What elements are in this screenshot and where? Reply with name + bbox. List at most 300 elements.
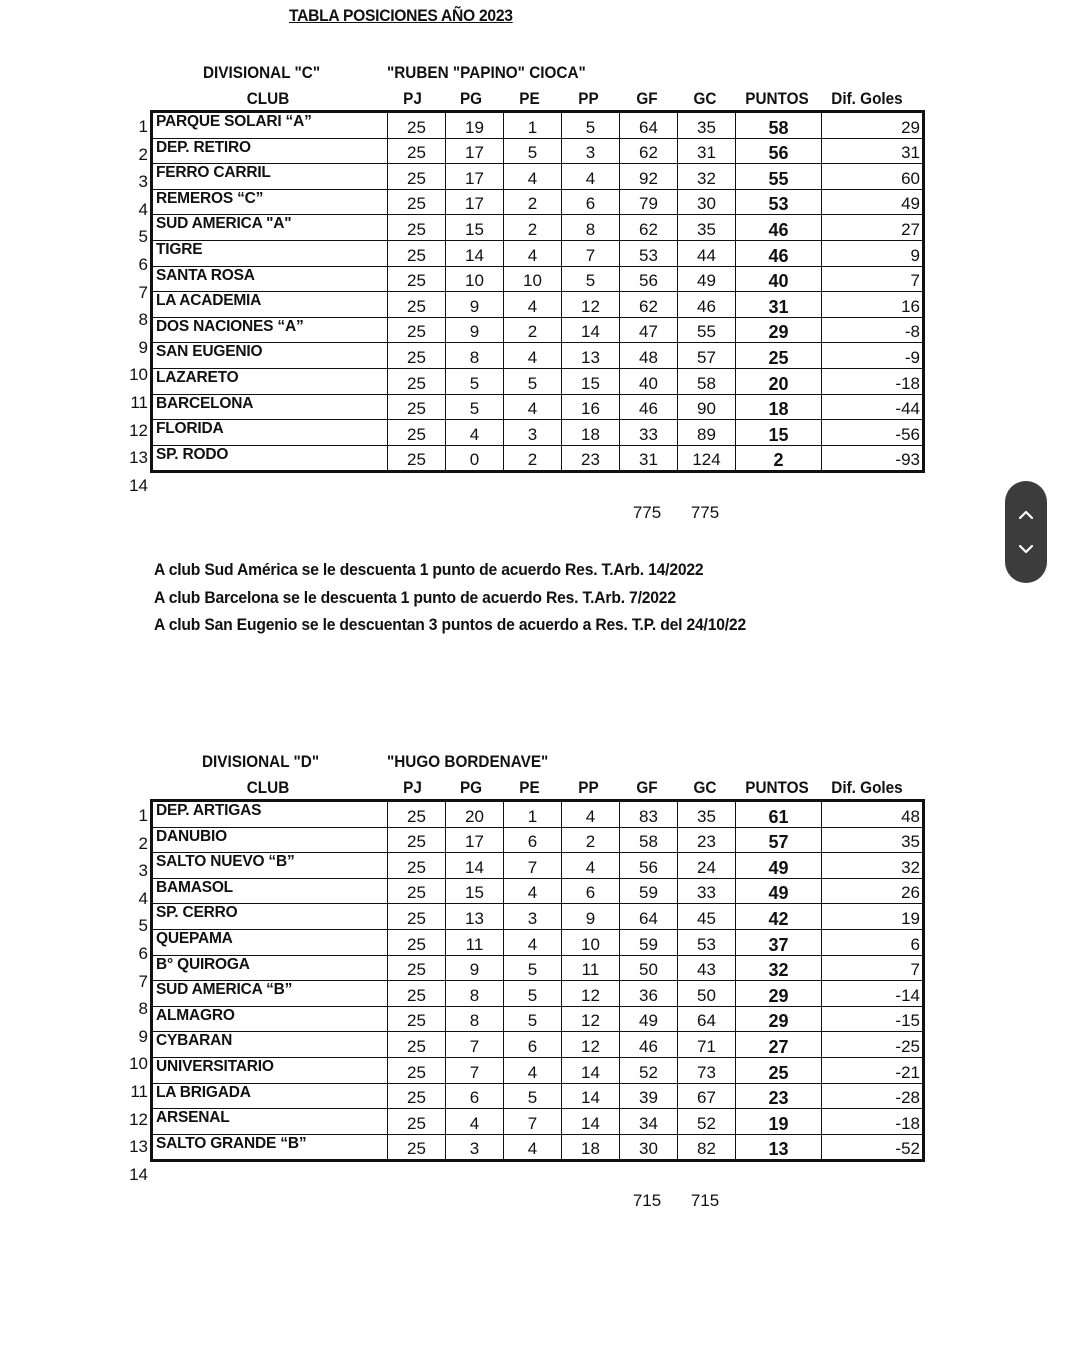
pg-cell: 3: [446, 1134, 504, 1161]
pj-cell: 25: [388, 420, 446, 446]
divisional-c-name: "RUBEN "PAPINO" CIOCA": [387, 63, 586, 82]
divisional-c-standings-table: [150, 110, 925, 473]
gc-cell: 52: [678, 1109, 736, 1135]
position-number: 5: [138, 916, 148, 936]
pg-cell: 5: [446, 394, 504, 420]
position-number: 10: [129, 365, 148, 385]
gc-cell: 71: [678, 1032, 736, 1058]
table-row: [152, 1006, 924, 1032]
note-line: A club Barcelona se le descuenta 1 punto de acuerdo Res. T.Arb. 7/2022: [154, 588, 676, 607]
gf-cell: 31: [620, 445, 678, 472]
pe-cell: 4: [504, 394, 562, 420]
points-cell: 46: [736, 215, 822, 241]
table-row: [152, 801, 924, 828]
points-cell: 61: [736, 801, 822, 828]
header-pg: PG: [459, 778, 483, 797]
goal-diff-cell: 49: [822, 189, 924, 215]
club-name: TIGRE: [152, 240, 388, 266]
gf-cell: 40: [620, 368, 678, 394]
gf-cell: 46: [620, 394, 678, 420]
pj-cell: 25: [388, 317, 446, 343]
gf-cell: 64: [620, 904, 678, 930]
position-number: 5: [138, 227, 148, 247]
gf-cell: 33: [620, 420, 678, 446]
pg-cell: 9: [446, 317, 504, 343]
gc-cell: 31: [678, 138, 736, 164]
goal-diff-cell: -8: [822, 317, 924, 343]
points-cell: 27: [736, 1032, 822, 1058]
pe-cell: 4: [504, 878, 562, 904]
pj-cell: 25: [388, 1083, 446, 1109]
position-number: 2: [138, 833, 148, 853]
table-row: [152, 368, 924, 394]
pg-cell: 8: [446, 343, 504, 369]
points-cell: 37: [736, 929, 822, 955]
position-number: 12: [129, 1109, 148, 1129]
pj-cell: 25: [388, 112, 446, 139]
goal-diff-cell: 7: [822, 955, 924, 981]
pp-cell: 9: [562, 904, 620, 930]
gc-cell: 50: [678, 981, 736, 1007]
table-row: [152, 955, 924, 981]
club-name: SANTA ROSA: [152, 266, 388, 292]
pg-cell: 4: [446, 420, 504, 446]
gc-cell: 35: [678, 215, 736, 241]
points-cell: 31: [736, 292, 822, 318]
pp-cell: 6: [562, 878, 620, 904]
pj-cell: 25: [388, 904, 446, 930]
goal-diff-cell: 35: [822, 827, 924, 853]
pp-cell: 18: [562, 420, 620, 446]
goal-diff-cell: -56: [822, 420, 924, 446]
pg-cell: 19: [446, 112, 504, 139]
gc-cell: 90: [678, 394, 736, 420]
pj-cell: 25: [388, 164, 446, 190]
header-puntos: PUNTOS: [745, 89, 809, 108]
position-number: 11: [130, 1081, 148, 1101]
position-number: 4: [138, 199, 148, 219]
position-number: 10: [129, 1054, 148, 1074]
gc-cell: 43: [678, 955, 736, 981]
pp-cell: 14: [562, 1109, 620, 1135]
gf-cell: 47: [620, 317, 678, 343]
pp-cell: 5: [562, 112, 620, 139]
pe-cell: 5: [504, 138, 562, 164]
document-title: TABLA POSICIONES AÑO 2023: [289, 6, 513, 25]
gf-cell: 46: [620, 1032, 678, 1058]
club-name: DEP. RETIRO: [152, 138, 388, 164]
points-cell: 13: [736, 1134, 822, 1161]
gf-cell: 36: [620, 981, 678, 1007]
position-number: 9: [138, 337, 148, 357]
gc-cell: 58: [678, 368, 736, 394]
club-name: LAZARETO: [152, 368, 388, 394]
page-scroll-control: [1005, 481, 1047, 583]
pp-cell: 12: [562, 292, 620, 318]
pj-cell: 25: [388, 1032, 446, 1058]
gc-cell: 53: [678, 929, 736, 955]
gc-cell: 33: [678, 878, 736, 904]
table-row: [152, 215, 924, 241]
club-name: LA BRIGADA: [152, 1083, 388, 1109]
pp-cell: 15: [562, 368, 620, 394]
pj-cell: 25: [388, 1134, 446, 1161]
table-row: [152, 878, 924, 904]
club-name: FERRO CARRIL: [152, 164, 388, 190]
divisional-d-name: "HUGO BORDENAVE": [387, 752, 549, 771]
goal-diff-cell: 48: [822, 801, 924, 828]
pj-cell: 25: [388, 368, 446, 394]
points-cell: 23: [736, 1083, 822, 1109]
gc-cell: 45: [678, 904, 736, 930]
pe-cell: 5: [504, 955, 562, 981]
pe-cell: 3: [504, 904, 562, 930]
header-gf: GF: [636, 89, 658, 108]
gf-cell: 59: [620, 929, 678, 955]
total-gc: 715: [690, 1191, 720, 1210]
pe-cell: 4: [504, 929, 562, 955]
points-cell: 46: [736, 240, 822, 266]
pj-cell: 25: [388, 1006, 446, 1032]
pe-cell: 3: [504, 420, 562, 446]
pp-cell: 14: [562, 1083, 620, 1109]
goal-diff-cell: 7: [822, 266, 924, 292]
pj-cell: 25: [388, 189, 446, 215]
chevron-up-icon: [1018, 510, 1034, 520]
header-pp: PP: [578, 778, 599, 797]
header-gc: GC: [693, 778, 717, 797]
goal-diff-cell: 26: [822, 878, 924, 904]
position-number: 1: [138, 806, 148, 825]
gf-cell: 92: [620, 164, 678, 190]
club-name: CYBARAN: [152, 1032, 388, 1058]
pp-cell: 23: [562, 445, 620, 472]
gc-cell: 44: [678, 240, 736, 266]
pe-cell: 4: [504, 343, 562, 369]
points-cell: 49: [736, 853, 822, 879]
position-number: 1: [138, 117, 148, 136]
header-club: CLUB: [246, 89, 290, 108]
total-gf: 775: [632, 503, 662, 522]
header-pe: PE: [519, 89, 540, 108]
gf-cell: 30: [620, 1134, 678, 1161]
points-cell: 15: [736, 420, 822, 446]
header-pg: PG: [459, 89, 483, 108]
note-line: A club Sud América se le descuenta 1 punto de acuerdo Res. T.Arb. 14/2022: [154, 561, 704, 579]
club-name: FLORIDA: [152, 420, 388, 446]
table-row: [152, 853, 924, 879]
gc-cell: 46: [678, 292, 736, 318]
pe-cell: 6: [504, 1032, 562, 1058]
header-pj: PJ: [403, 778, 422, 797]
note-line: A club San Eugenio se le descuentan 3 puntos de acuerdo a Res. T.P. del 24/10/22: [154, 616, 746, 634]
pp-cell: 4: [562, 164, 620, 190]
goal-diff-cell: 19: [822, 904, 924, 930]
divisional-d-label: DIVISIONAL "D": [202, 752, 320, 771]
club-name: SP. CERRO: [152, 904, 388, 930]
goal-diff-cell: 6: [822, 929, 924, 955]
points-cell: 20: [736, 368, 822, 394]
position-number: 7: [138, 971, 148, 991]
pj-cell: 25: [388, 343, 446, 369]
gf-cell: 56: [620, 266, 678, 292]
pj-cell: 25: [388, 1109, 446, 1135]
table-row: [152, 292, 924, 318]
gf-cell: 39: [620, 1083, 678, 1109]
pg-cell: 15: [446, 878, 504, 904]
club-name: UNIVERSITARIO: [152, 1057, 388, 1083]
total-gc: 775: [690, 503, 720, 522]
gc-cell: 124: [678, 445, 736, 472]
gc-cell: 35: [678, 801, 736, 828]
pp-cell: 18: [562, 1134, 620, 1161]
chevron-down-icon: [1018, 544, 1034, 554]
gc-cell: 23: [678, 827, 736, 853]
club-name: DOS NACIONES “A”: [152, 317, 388, 343]
pj-cell: 25: [388, 445, 446, 472]
pg-cell: 20: [446, 801, 504, 828]
pe-cell: 6: [504, 827, 562, 853]
club-name: REMEROS “C”: [152, 189, 388, 215]
goal-diff-cell: 27: [822, 215, 924, 241]
points-cell: 29: [736, 317, 822, 343]
position-number: 9: [138, 1026, 148, 1046]
club-name: SALTO GRANDE “B”: [152, 1134, 388, 1161]
position-number: 8: [138, 999, 148, 1019]
goal-diff-cell: -18: [822, 1109, 924, 1135]
goal-diff-cell: -44: [822, 394, 924, 420]
club-name: ALMAGRO: [152, 1006, 388, 1032]
table-row: [152, 394, 924, 420]
goal-diff-cell: 16: [822, 292, 924, 318]
table-row: [152, 827, 924, 853]
position-number: 8: [138, 310, 148, 330]
club-name: SAN EUGENIO: [152, 343, 388, 369]
club-name: DEP. ARTIGAS: [152, 801, 388, 828]
pg-cell: 17: [446, 827, 504, 853]
club-name: BARCELONA: [152, 394, 388, 420]
pg-cell: 15: [446, 215, 504, 241]
pp-cell: 14: [562, 1057, 620, 1083]
gc-cell: 55: [678, 317, 736, 343]
table-row: [152, 1134, 924, 1161]
pg-cell: 17: [446, 189, 504, 215]
club-name: SALTO NUEVO “B”: [152, 853, 388, 879]
gf-cell: 58: [620, 827, 678, 853]
pg-cell: 14: [446, 240, 504, 266]
header-pe: PE: [519, 778, 540, 797]
pe-cell: 4: [504, 164, 562, 190]
gc-cell: 73: [678, 1057, 736, 1083]
goal-diff-cell: -9: [822, 343, 924, 369]
pe-cell: 10: [504, 266, 562, 292]
divisional-d-positions: [118, 799, 148, 1185]
points-cell: 25: [736, 1057, 822, 1083]
pe-cell: 4: [504, 1134, 562, 1161]
pe-cell: 5: [504, 1006, 562, 1032]
header-dif-goles: Dif. Goles: [831, 778, 903, 797]
table-row: [152, 266, 924, 292]
gf-cell: 50: [620, 955, 678, 981]
gf-cell: 83: [620, 801, 678, 828]
table-row: [152, 164, 924, 190]
position-number: 13: [129, 448, 148, 468]
divisional-d-standings-table: [150, 799, 925, 1162]
pg-cell: 13: [446, 904, 504, 930]
table-row: [152, 1109, 924, 1135]
pg-cell: 4: [446, 1109, 504, 1135]
pg-cell: 17: [446, 164, 504, 190]
table-row: [152, 317, 924, 343]
pj-cell: 25: [388, 138, 446, 164]
pg-cell: 7: [446, 1032, 504, 1058]
gc-cell: 24: [678, 853, 736, 879]
pe-cell: 5: [504, 1083, 562, 1109]
goal-diff-cell: -25: [822, 1032, 924, 1058]
pg-cell: 9: [446, 292, 504, 318]
pp-cell: 5: [562, 266, 620, 292]
position-number: 3: [138, 861, 148, 881]
gc-cell: 49: [678, 266, 736, 292]
pj-cell: 25: [388, 955, 446, 981]
pj-cell: 25: [388, 292, 446, 318]
divisional-c-label: DIVISIONAL "C": [203, 63, 321, 82]
pj-cell: 25: [388, 215, 446, 241]
table-row: [152, 1083, 924, 1109]
points-cell: 55: [736, 164, 822, 190]
gc-cell: 35: [678, 112, 736, 139]
pp-cell: 3: [562, 138, 620, 164]
goal-diff-cell: 9: [822, 240, 924, 266]
pp-cell: 12: [562, 1006, 620, 1032]
pg-cell: 9: [446, 955, 504, 981]
goal-diff-cell: 31: [822, 138, 924, 164]
table-row: [152, 445, 924, 472]
pp-cell: 13: [562, 343, 620, 369]
points-cell: 29: [736, 981, 822, 1007]
goal-diff-cell: 29: [822, 112, 924, 139]
goal-diff-cell: -52: [822, 1134, 924, 1161]
pj-cell: 25: [388, 1057, 446, 1083]
pj-cell: 25: [388, 801, 446, 828]
pp-cell: 4: [562, 853, 620, 879]
pe-cell: 1: [504, 112, 562, 139]
club-name: SUD AMERICA "A": [152, 215, 388, 241]
pe-cell: 5: [504, 368, 562, 394]
gf-cell: 62: [620, 138, 678, 164]
position-number: 3: [138, 172, 148, 192]
pp-cell: 6: [562, 189, 620, 215]
total-gf: 715: [632, 1191, 662, 1210]
header-gf: GF: [636, 778, 658, 797]
pj-cell: 25: [388, 240, 446, 266]
goal-diff-cell: -28: [822, 1083, 924, 1109]
pg-cell: 8: [446, 981, 504, 1007]
points-cell: 2: [736, 445, 822, 472]
points-cell: 58: [736, 112, 822, 139]
gf-cell: 53: [620, 240, 678, 266]
goal-diff-cell: -14: [822, 981, 924, 1007]
club-name: ARSENAL: [152, 1109, 388, 1135]
gc-cell: 82: [678, 1134, 736, 1161]
goal-diff-cell: -18: [822, 368, 924, 394]
pp-cell: 12: [562, 981, 620, 1007]
pj-cell: 25: [388, 878, 446, 904]
points-cell: 32: [736, 955, 822, 981]
club-name: B° QUIROGA: [152, 955, 388, 981]
pe-cell: 1: [504, 801, 562, 828]
pg-cell: 7: [446, 1057, 504, 1083]
pe-cell: 2: [504, 215, 562, 241]
header-puntos: PUNTOS: [745, 778, 809, 797]
pj-cell: 25: [388, 394, 446, 420]
points-cell: 18: [736, 394, 822, 420]
pp-cell: 4: [562, 801, 620, 828]
position-number: 6: [138, 254, 148, 274]
pj-cell: 25: [388, 929, 446, 955]
goal-diff-cell: 32: [822, 853, 924, 879]
pp-cell: 11: [562, 955, 620, 981]
scroll-down-button[interactable]: [1005, 532, 1047, 566]
gf-cell: 62: [620, 215, 678, 241]
gc-cell: 67: [678, 1083, 736, 1109]
pj-cell: 25: [388, 853, 446, 879]
pe-cell: 2: [504, 317, 562, 343]
pe-cell: 4: [504, 240, 562, 266]
position-number: 14: [129, 475, 148, 495]
gc-cell: 30: [678, 189, 736, 215]
table-row: [152, 240, 924, 266]
table-row: [152, 981, 924, 1007]
points-cell: 25: [736, 343, 822, 369]
points-cell: 40: [736, 266, 822, 292]
gc-cell: 32: [678, 164, 736, 190]
pp-cell: 8: [562, 215, 620, 241]
header-club: CLUB: [246, 778, 290, 797]
pg-cell: 6: [446, 1083, 504, 1109]
pj-cell: 25: [388, 827, 446, 853]
header-dif-goles: Dif. Goles: [831, 89, 903, 108]
sanction-notes: [154, 557, 777, 640]
position-number: 2: [138, 144, 148, 164]
table-row: [152, 189, 924, 215]
pp-cell: 2: [562, 827, 620, 853]
club-name: SP. RODO: [152, 445, 388, 472]
club-name: PARQUE SOLARI “A”: [152, 112, 388, 139]
scroll-up-button[interactable]: [1005, 498, 1047, 532]
pg-cell: 14: [446, 853, 504, 879]
gf-cell: 59: [620, 878, 678, 904]
position-number: 13: [129, 1137, 148, 1157]
table-row: [152, 929, 924, 955]
goal-diff-cell: -21: [822, 1057, 924, 1083]
gf-cell: 48: [620, 343, 678, 369]
gf-cell: 49: [620, 1006, 678, 1032]
club-name: BAMASOL: [152, 878, 388, 904]
goal-diff-cell: -93: [822, 445, 924, 472]
points-cell: 56: [736, 138, 822, 164]
gc-cell: 57: [678, 343, 736, 369]
position-number: 12: [129, 420, 148, 440]
pe-cell: 2: [504, 445, 562, 472]
gf-cell: 56: [620, 853, 678, 879]
table-row: [152, 112, 924, 139]
goal-diff-cell: -15: [822, 1006, 924, 1032]
pg-cell: 0: [446, 445, 504, 472]
table-row: [152, 1057, 924, 1083]
pp-cell: 12: [562, 1032, 620, 1058]
pj-cell: 25: [388, 981, 446, 1007]
